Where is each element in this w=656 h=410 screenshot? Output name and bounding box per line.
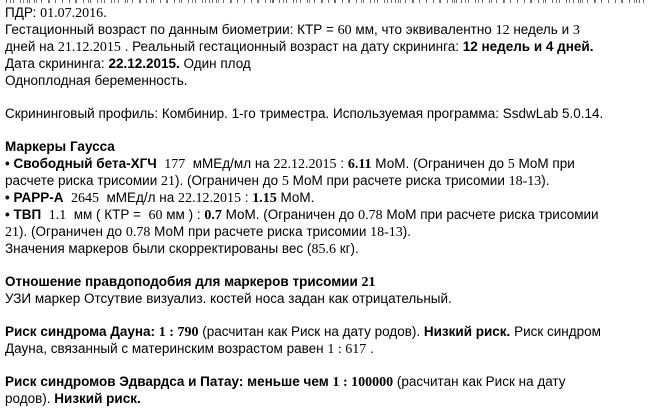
- text-line: [5, 4, 653, 21]
- text-segment: 21: [5, 225, 19, 240]
- text-line: [5, 21, 653, 38]
- text-segment: Риск синдром: [510, 324, 601, 339]
- text-segment: 1 : 617: [327, 342, 367, 357]
- text-segment: 60: [148, 208, 163, 223]
- text-segment: 2645: [71, 191, 99, 206]
- text-segment: мм ( КТР =: [66, 207, 149, 222]
- text-segment: мм, что эквивалентно: [351, 22, 496, 37]
- text-segment: Риск синдрома Дауна:: [5, 324, 159, 339]
- text-segment: Скрининговый профиль: Комбинир. 1-го триместра. Используемая программа: SsdwLab 5.0.14.: [5, 106, 604, 121]
- text-segment: 1 : 790: [158, 325, 199, 340]
- text-segment: дней на: [5, 39, 58, 54]
- text-segment: 1.1: [48, 208, 67, 223]
- text-segment: МоМ при расчете риска трисомии: [150, 224, 371, 239]
- edwards-patau-risk: [5, 373, 653, 407]
- text-segment: 5: [281, 174, 289, 189]
- text-segment: МоМ.: [276, 190, 315, 205]
- text-segment: Один плод: [179, 56, 251, 71]
- text-segment: Отношение правдоподобия для маркеров трисомии: [5, 274, 362, 289]
- text-segment: • ТВП: [5, 207, 42, 222]
- text-segment: • Свободный бета-ХГЧ: [5, 156, 157, 171]
- down-syndrome-risk: [5, 323, 653, 357]
- clipped-top-text-line: [6, 0, 644, 3]
- text-segment: 21: [161, 174, 176, 189]
- text-line: [5, 206, 653, 223]
- text-segment: недель и: [509, 22, 573, 37]
- text-segment: Маркеры Гаусса: [5, 139, 115, 154]
- text-segment: 0.78: [125, 225, 151, 240]
- text-line: [5, 105, 653, 122]
- text-segment: ). (Ограничен до: [175, 173, 282, 188]
- text-line: [5, 138, 653, 155]
- text-segment: МоМ. (Ограничен до: [221, 207, 359, 222]
- text-segment: (расчитан как Риск на дату родов).: [198, 324, 424, 339]
- text-segment: 1 : 100000: [332, 375, 394, 390]
- text-segment: Дауна, связанный с материнским возрастом равен: [5, 341, 328, 356]
- text-segment: Низкий риск.: [423, 324, 511, 339]
- text-segment: ).: [402, 224, 412, 239]
- text-segment: 21: [361, 275, 376, 290]
- text-segment: 1.15: [252, 191, 277, 206]
- text-segment: УЗИ маркер Отсутвие визуализ. костей носа задан как отрицательный.: [5, 291, 452, 306]
- text-segment: мм ) :: [162, 207, 205, 222]
- text-segment: кг).: [335, 241, 359, 256]
- text-line: [5, 38, 653, 55]
- text-segment: [41, 207, 49, 222]
- text-segment: • PAPP-A: [5, 190, 64, 205]
- text-line: [5, 373, 653, 390]
- text-line: [5, 155, 653, 172]
- text-segment: ). (Ограничен до: [19, 224, 126, 239]
- text-segment: мМЕд/мл на: [185, 156, 274, 171]
- text-segment: Риск синдромов Эдвардса и Патау: меньше чем: [5, 374, 333, 389]
- text-segment: ).: [541, 173, 550, 188]
- text-segment: 85.6: [311, 242, 336, 257]
- screening-profile: [5, 105, 653, 122]
- gauss-markers: [5, 138, 653, 257]
- text-segment: расчете риска трисомии: [5, 173, 162, 188]
- text-line: [5, 323, 653, 340]
- text-segment: родов).: [5, 391, 55, 406]
- text-segment: 3: [572, 23, 580, 38]
- text-line: [5, 55, 653, 72]
- text-segment: МоМ при расчете риска трисомии: [382, 207, 599, 222]
- text-segment: 18-13: [370, 225, 403, 240]
- text-segment: мМЕд/л на: [99, 190, 179, 205]
- text-line: [5, 340, 653, 357]
- text-segment: Дата скрининга:: [5, 56, 109, 71]
- text-line: [5, 240, 653, 257]
- text-segment: Одноплодная беременность.: [5, 73, 188, 88]
- text-segment: МоМ. (Ограничен до: [371, 156, 508, 171]
- text-segment: Гестационный возраст по данным биометрии: КТР =: [5, 22, 338, 37]
- text-segment: 18-13: [508, 174, 542, 189]
- text-segment: ПДР:: [5, 5, 41, 20]
- text-segment: 5: [507, 157, 515, 172]
- likelihood-ratio-trisomy-21: [5, 273, 653, 307]
- text-segment: (расчитан как Риск на дату: [393, 374, 566, 389]
- text-segment: 22.12.2015: [273, 157, 337, 172]
- text-segment: 177: [164, 157, 186, 172]
- text-segment: МоМ при: [514, 156, 575, 171]
- text-segment: 60: [337, 23, 352, 38]
- text-segment: 01.07.2016.: [40, 6, 107, 21]
- document-body: [5, 4, 653, 407]
- text-segment: :: [241, 190, 253, 205]
- text-segment: 22.12.2015.: [108, 56, 180, 71]
- text-segment: Значения маркеров были скорректированы вес (: [5, 241, 312, 256]
- text-segment: 0.7: [204, 208, 222, 223]
- text-segment: 21.12.2015: [57, 40, 121, 55]
- text-segment: :: [336, 156, 348, 171]
- text-line: [5, 72, 653, 89]
- text-line: [5, 189, 653, 206]
- text-segment: 12: [495, 23, 510, 38]
- text-line: [5, 290, 653, 307]
- text-segment: [63, 190, 71, 205]
- text-segment: МоМ при расчете риска трисомии: [288, 173, 509, 188]
- text-segment: 6.11: [347, 157, 372, 172]
- text-line: [5, 223, 653, 240]
- text-segment: 22.12.2015: [178, 191, 242, 206]
- text-line: [5, 390, 653, 407]
- text-segment: 0.78: [358, 208, 383, 223]
- header-dates: [5, 4, 653, 89]
- text-line: [5, 172, 653, 189]
- text-segment: Низкий риск.: [54, 391, 141, 406]
- text-segment: . Реальный гестационный возраст на дату скрининга:: [120, 39, 463, 54]
- text-segment: 12 недель и 4 дней.: [462, 39, 594, 54]
- text-line: [5, 273, 653, 290]
- text-segment: .: [366, 341, 374, 356]
